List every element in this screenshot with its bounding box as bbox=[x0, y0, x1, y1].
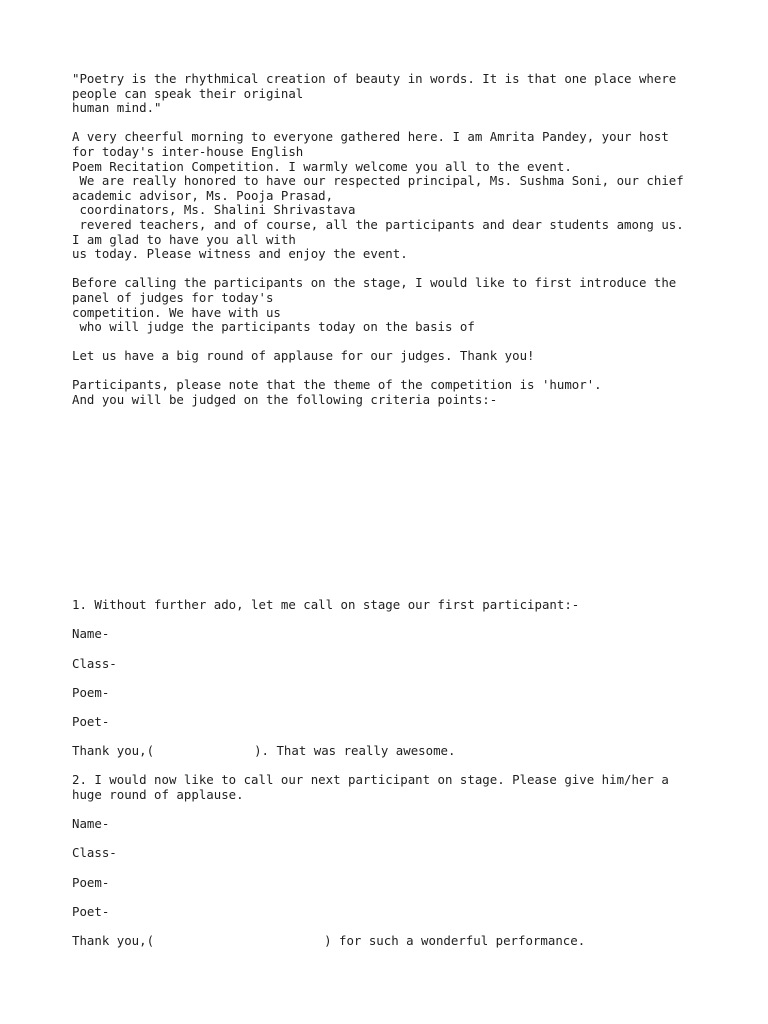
welcome-line: A very cheerful morning to everyone gathered here. I am Amrita Pandey, your host bbox=[72, 129, 669, 145]
judges-line: panel of judges for today's bbox=[72, 289, 274, 305]
judges-intro-paragraph bbox=[72, 276, 732, 334]
theme-line: And you will be judged on the following criteria points:- bbox=[72, 392, 498, 408]
applause-line: Let us have a big round of applause for our judges. Thank you! bbox=[72, 348, 535, 364]
applause-paragraph bbox=[72, 349, 732, 364]
quote-line: human mind." bbox=[72, 100, 162, 116]
judges-line: competition. We have with us bbox=[72, 304, 281, 320]
participant-thanks bbox=[72, 744, 732, 759]
welcome-line: for today's inter-house English bbox=[72, 143, 304, 159]
thanks-prefix: Thank you,( bbox=[72, 932, 155, 948]
welcome-line: coordinators, Ms. Shalini Shrivastava bbox=[72, 202, 356, 218]
participant-thanks bbox=[72, 934, 732, 949]
participant-call bbox=[72, 598, 732, 613]
criteria-blank-space bbox=[72, 422, 732, 598]
participant-poet-label: Poet- bbox=[72, 714, 110, 729]
welcome-line: We are really honored to have our respected principal, Ms. Sushma Soni, our chief bbox=[72, 173, 684, 189]
opening-quote bbox=[72, 72, 732, 116]
welcome-line: us today. Please witness and enjoy the event. bbox=[72, 246, 408, 262]
quote-line: people can speak their original bbox=[72, 85, 304, 101]
call-line: 1. Without further ado, let me call on stage our first participant:- bbox=[72, 597, 580, 613]
thanks-suffix: ). That was really awesome. bbox=[254, 743, 456, 759]
welcome-line: academic advisor, Ms. Pooja Prasad, bbox=[72, 187, 334, 203]
participant-class-label: Class- bbox=[72, 845, 117, 861]
theme-paragraph bbox=[72, 378, 732, 407]
call-line: 2. I would now like to call our next participant on stage. Please give him/her a bbox=[72, 772, 669, 788]
judges-line: who will judge the participants today on the basis of bbox=[72, 319, 475, 335]
participant-name-label: Name- bbox=[72, 816, 110, 832]
quote-line: "Poetry is the rhythmical creation of beauty in words. It is that one place where bbox=[72, 71, 677, 86]
welcome-line: revered teachers, and of course, all the participants and dear students among us. bbox=[72, 216, 684, 232]
theme-line: Participants, please note that the theme of the competition is 'humor'. bbox=[72, 377, 602, 393]
thanks-suffix: ) for such a wonderful performance. bbox=[324, 932, 586, 948]
judges-line: Before calling the participants on the stage, I would like to first introduce the bbox=[72, 275, 677, 291]
welcome-paragraph bbox=[72, 130, 732, 261]
participant-poem-label: Poem- bbox=[72, 874, 110, 890]
participant-poet-label: Poet- bbox=[72, 903, 110, 919]
participant-call bbox=[72, 773, 732, 802]
participant-name-label: Name- bbox=[72, 626, 110, 642]
participant-poem-label: Poem- bbox=[72, 684, 110, 700]
welcome-line: Poem Recitation Competition. I warmly welcome you all to the event. bbox=[72, 158, 572, 174]
thanks-prefix: Thank you,( bbox=[72, 743, 155, 759]
participant-class-label: Class- bbox=[72, 655, 117, 671]
call-line: huge round of applause. bbox=[72, 786, 244, 802]
document-body bbox=[72, 72, 732, 963]
welcome-line: I am glad to have you all with bbox=[72, 231, 296, 247]
